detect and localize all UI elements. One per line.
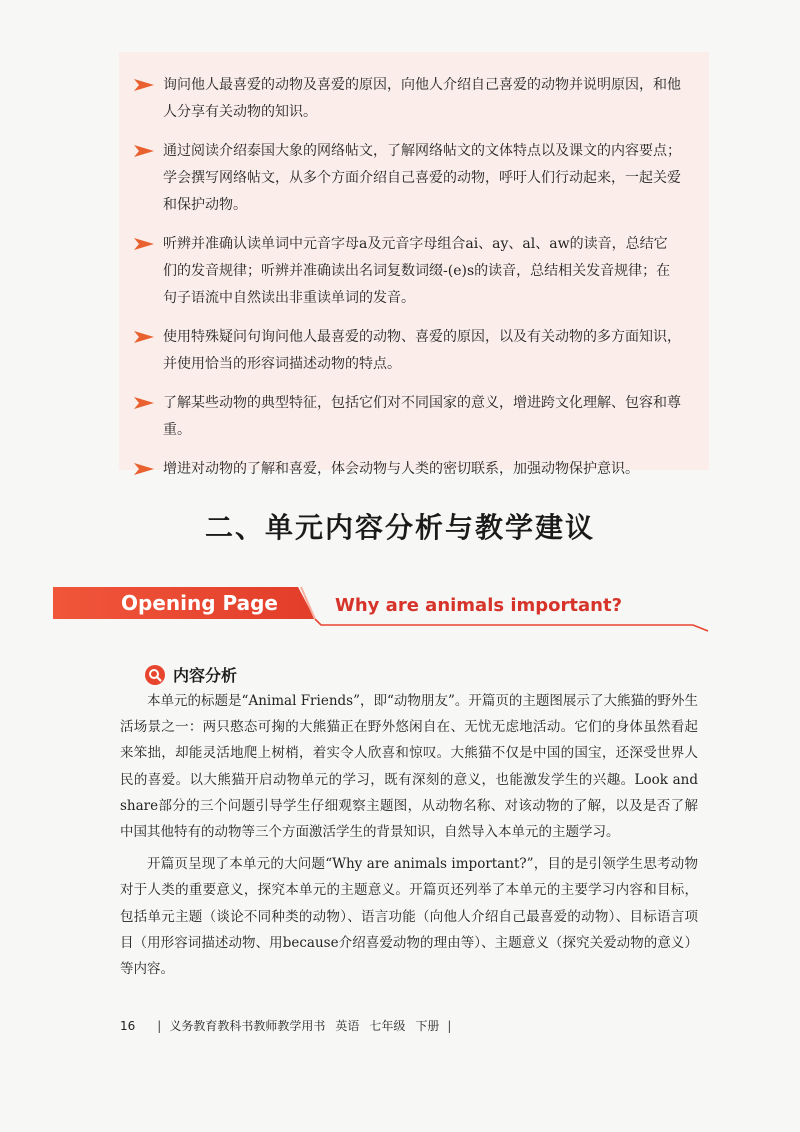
objective-item bbox=[133, 72, 681, 126]
content-analysis-heading bbox=[145, 663, 237, 686]
opening-page-banner bbox=[53, 585, 713, 635]
objective-text: 了解某些动物的典型特征，包括它们对不同国家的意义，增进跨文化理解、包容和尊重。 bbox=[163, 395, 681, 438]
opening-page-label: Opening Page bbox=[121, 591, 278, 615]
objective-item bbox=[133, 324, 681, 378]
analysis-paragraph: 本单元的标题是“Animal Friends”，即“动物朋友”。开篇页的主题图展示了大熊猫的野外生活场景之一：两只憨态可掬的大熊猫正在野外悠闲自在、无忧无虑地活动。它们的身体虽然看起来笨拙，却能灵活地爬上树梢，着实令人欣喜和惊叹。大熊猫不仅是中国的国宝，还深受世界人民的喜爱。以大熊猫开启动物单元的学习，既有深刻的意义，也能激发学生的兴趣。Look and share部分的三个问题引导学生仔细观察主题图，从动物名称、对该动物的了解，以及是否了解中国其他特有的动物等三个方面激活学生的背景知识，自然导入本单元的主题学习。 bbox=[120, 693, 698, 841]
volume: 下册 bbox=[415, 1019, 440, 1033]
grade: 七年级 bbox=[369, 1019, 406, 1033]
arrow-bullet-icon bbox=[133, 78, 155, 92]
objective-text: 询问他人最喜爱的动物及喜爱的原因，向他人介绍自己喜爱的动物并说明原因，和他人分享有关动物的知识。 bbox=[163, 77, 681, 120]
arrow-bullet-icon bbox=[133, 462, 155, 476]
page-number: 16 bbox=[120, 1018, 136, 1033]
objective-text: 使用特殊疑问句询问他人最喜爱的动物、喜爱的原因，以及有关动物的多方面知识，并使用恰当的形容词描述动物的特点。 bbox=[163, 329, 681, 372]
analysis-body bbox=[120, 688, 698, 982]
arrow-bullet-icon bbox=[133, 237, 155, 251]
footer-separator: | bbox=[157, 1018, 162, 1033]
objectives-box bbox=[119, 52, 709, 477]
objective-item bbox=[133, 231, 681, 312]
content-analysis-title: 内容分析 bbox=[173, 666, 238, 685]
book-title: 义务教育教科书教师教学用书 bbox=[169, 1019, 326, 1033]
magnifier-icon bbox=[145, 665, 165, 685]
objective-item bbox=[133, 456, 681, 483]
objective-text: 听辨并准确认读单词中元音字母a及元音字母组合ai、ay、al、aw的读音，总结它们的发音规律；听辨并准确读出名词复数词缀-(e)s的读音，总结相关发音规律；在句子语流中自然读出非重读单词的发音。 bbox=[163, 236, 671, 306]
objective-text: 通过阅读介绍泰国大象的网络帖文，了解网络帖文的文体特点以及课文的内容要点；学会撰写网络帖文，从多个方面介绍自己喜爱的动物，呼吁人们行动起来，一起关爱和保护动物。 bbox=[163, 143, 681, 213]
arrow-bullet-icon bbox=[133, 144, 155, 158]
page-footer bbox=[120, 1017, 459, 1034]
subject: 英语 bbox=[335, 1019, 360, 1033]
objective-item bbox=[133, 138, 681, 219]
objective-item bbox=[133, 390, 681, 444]
big-question: Why are animals important? bbox=[335, 595, 623, 616]
arrow-bullet-icon bbox=[133, 396, 155, 410]
analysis-paragraph: 开篇页呈现了本单元的大问题“Why are animals important?”，目的是引领学生思考动物对于人类的重要意义，探究本单元的主题意义。开篇页还列举了本单元的主要学习内容和目标，包括单元主题（谈论不同种类的动物）、语言功能（向他人介绍自己最喜爱的动物）、目标语言项目（用形容词描述动物、用because介绍喜爱动物的理由等）、主题意义（探究关爱动物的意义）等内容。 bbox=[120, 856, 698, 978]
objective-text: 增进对动物的了解和喜爱，体会动物与人类的密切联系，加强动物保护意识。 bbox=[163, 461, 639, 477]
footer-separator: | bbox=[447, 1018, 452, 1033]
section-title: 二、单元内容分析与教学建议 bbox=[204, 511, 595, 544]
arrow-bullet-icon bbox=[133, 330, 155, 344]
